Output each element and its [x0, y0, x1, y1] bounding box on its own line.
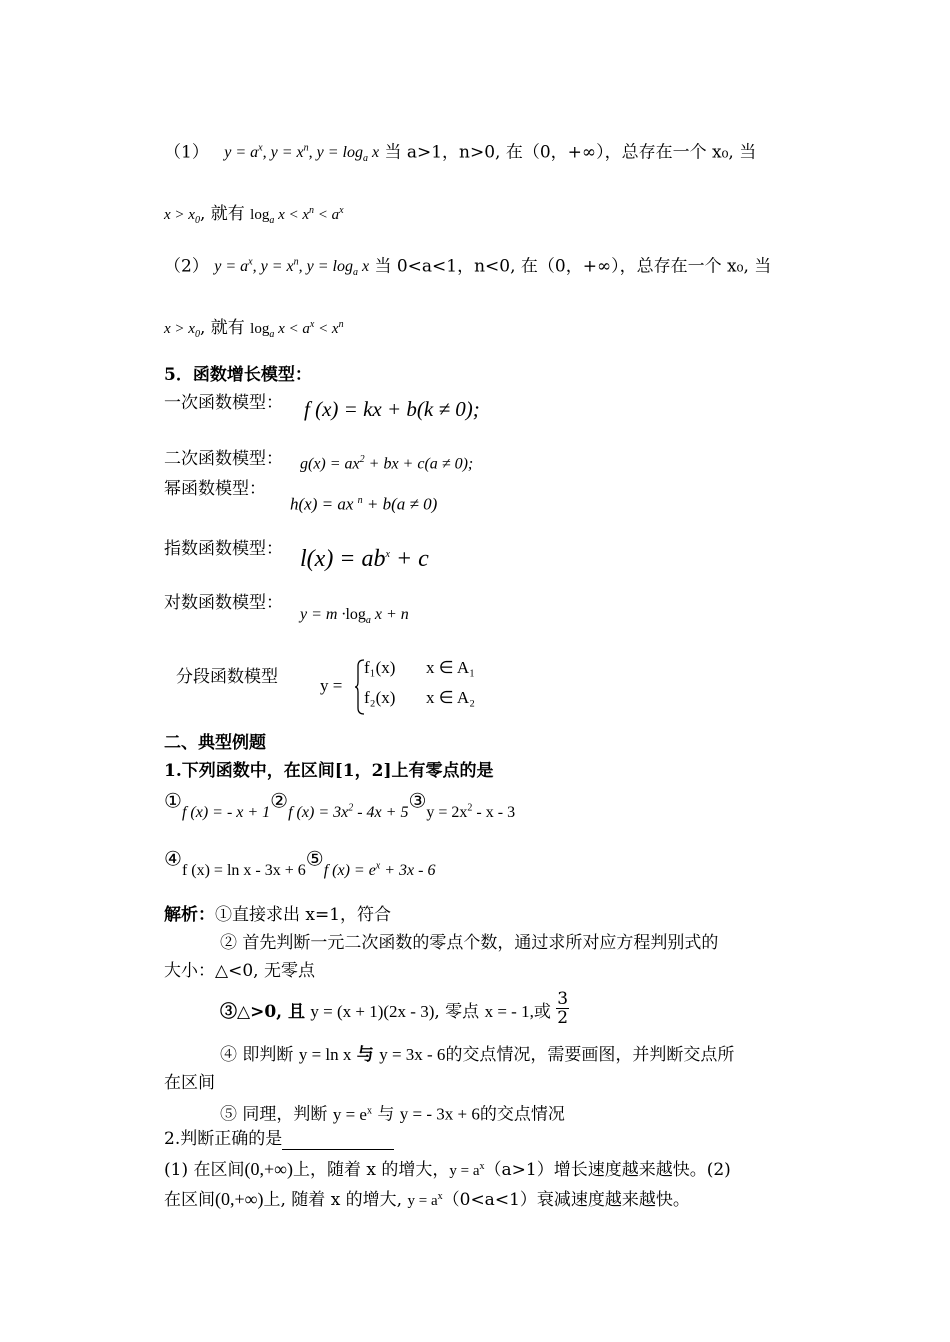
q2-interval-1: (0,+∞) — [244, 1159, 293, 1179]
fraction-numerator: 3 — [557, 989, 569, 1009]
property-2-cont-prefix: $x > x_0$ — [164, 321, 200, 340]
property-1-line — [164, 138, 756, 171]
model-piecewise — [176, 666, 278, 688]
piecewise-row2-cond: x ∈ A₂ — [426, 688, 476, 707]
analysis-step-4-prefix: ④ 即判断 — [220, 1045, 294, 1065]
analysis-step-5-and: 与 — [377, 1104, 395, 1125]
q1-option-4-mark: ④ — [164, 846, 182, 871]
piecewise-row2-func: f₂(x) — [364, 688, 396, 707]
property-1-formula: $y = a^x$, $y = x^n$, $y = \log_a x$ — [224, 143, 380, 165]
model-quadratic-formula: $g(x) = ax^2$ + bx + c(a ≠ 0); — [300, 454, 474, 473]
analysis-step-3-prefix: ③△>0, 且 — [220, 1002, 305, 1022]
model-piecewise-label: 分段函数模型 — [176, 667, 278, 687]
property-2-cont-formula: $\log_a x < a^x < x^n$ — [250, 319, 344, 340]
analysis-step-5-func-1: $y = e^x$ — [332, 1104, 372, 1124]
q1-option-4-formula: f (x) = ln x - 3x + 6 — [181, 862, 306, 880]
analysis-step-4-cont: 在区间 — [164, 1073, 215, 1093]
analysis-step-3-or: 或 — [533, 1002, 551, 1022]
q1-option-2-mark: ② — [270, 788, 289, 813]
piecewise-lhs: y = — [320, 676, 343, 695]
property-1-cont-prefix: $x > x_0$ — [164, 207, 200, 226]
q1-option-3-mark: ③ — [408, 788, 427, 813]
analysis-step-2b: 大小：△<0, 无零点 — [164, 961, 315, 981]
analysis-step-4-and: 与 — [356, 1045, 374, 1065]
q2-line-1-middle: 上，随着 x 的增大， — [292, 1160, 450, 1180]
analysis-step-4-func-2: y = 3x - 6 — [379, 1045, 446, 1064]
analysis-step-3-zeros-label: , 零点 — [434, 1002, 480, 1022]
model-quadratic-label: 二次函数模型： — [164, 449, 283, 469]
property-2-number: （2） — [164, 256, 209, 277]
model-quadratic — [164, 448, 474, 473]
q1-options-row-2 — [164, 846, 436, 880]
model-logarithmic — [164, 592, 409, 627]
analysis-step-3 — [220, 989, 569, 1038]
piecewise-row1-func: f₁(x) — [364, 658, 396, 677]
question-2-title — [164, 1128, 394, 1150]
q2-func-2: $y = a^x$ — [407, 1191, 443, 1209]
model-logarithmic-label: 对数函数模型： — [164, 593, 283, 613]
model-logarithmic-formula: $y = m \cdot\log_a$ x + n — [300, 606, 409, 627]
q2-func-1: $y = a^x$ — [449, 1161, 485, 1179]
analysis-step-3-zero-1: x = - 1, — [484, 1002, 534, 1021]
property-2-cont-text: , 就有 — [199, 318, 245, 338]
q2-line-1 — [164, 1156, 731, 1182]
analysis-step-4-suffix: 的交点情况，需要画图，并判断交点所 — [445, 1045, 735, 1065]
analysis-line-1 — [164, 904, 391, 926]
q1-option-1-formula: f (x) = - x + 1 — [181, 804, 271, 822]
property-2-formula: $y = a^x$, $y = x^n$, $y = \log_a x$ — [214, 257, 370, 279]
question-2-title-text: 2.判断正确的是 — [164, 1129, 283, 1149]
analysis-step-4-func-1: y = ln x — [298, 1045, 352, 1064]
property-1-cont-formula: $\log_a x < x^n < a^x$ — [250, 205, 344, 226]
q1-option-2-formula: f (x) = 3x2 - 4x + 5 — [288, 803, 409, 822]
q1-options-row-1 — [164, 788, 516, 822]
property-2-line — [164, 252, 771, 285]
q2-line-2-middle: 上, 随着 x 的增大, — [263, 1190, 403, 1210]
q1-option-3-formula: y = 2x2 - x - 3 — [426, 803, 516, 822]
property-1-cont-text: , 就有 — [199, 204, 245, 224]
analysis-step-5-func-2: y = - 3x + 6 — [399, 1104, 480, 1124]
section-5-title: 5．函数增长模型： — [164, 365, 312, 385]
q2-line-2 — [164, 1186, 690, 1212]
fraction-denominator: 2 — [557, 1008, 569, 1028]
analysis-step-5-suffix: 的交点情况 — [479, 1104, 565, 1125]
model-exponential — [164, 538, 429, 572]
q2-line-2-prefix: 在区间 — [164, 1190, 215, 1210]
analysis-label: 解析： — [164, 905, 215, 925]
property-1-cont — [164, 200, 344, 232]
q1-option-5-mark: ⑤ — [305, 846, 324, 871]
piecewise-row1-cond: x ∈ A₁ — [426, 658, 476, 677]
model-power-label: 幂函数模型： — [164, 479, 266, 499]
model-linear-formula: f (x) = kx + b(k ≠ 0); — [304, 397, 480, 421]
model-power-formula: h(x) = ax $^n$ + b(a ≠ 0) — [290, 494, 438, 514]
question-1-title: 1.下列函数中，在区间[1，2]上有零点的是 — [164, 761, 494, 781]
analysis-step-3-formula: y = (x + 1)(2x - 3) — [310, 1002, 435, 1021]
model-linear — [164, 392, 480, 421]
model-exponential-label: 指数函数模型： — [164, 539, 283, 559]
q2-interval-2: (0,+∞) — [215, 1189, 264, 1209]
answer-blank — [282, 1133, 394, 1150]
analysis-step-2a: ② 首先判断一元二次函数的零点个数，通过求所对应方程判别式的 — [220, 933, 719, 953]
analysis-step-4 — [220, 1044, 734, 1066]
q1-option-1-mark: ① — [164, 788, 182, 813]
property-2-condition: 当 0<a<1，n<0, 在（0，+∞），总存在一个 x₀, 当 — [374, 256, 772, 277]
property-2-cont — [164, 314, 344, 346]
model-exponential-formula: $l(x) = ab^x + c$ — [300, 546, 429, 572]
q2-line-1-suffix: （a>1）增长速度越来越快。(2) — [484, 1160, 731, 1180]
property-1-condition: 当 a>1，n>0, 在（0，+∞），总存在一个 x₀, 当 — [384, 142, 757, 163]
q1-option-5-formula: f (x) = ex + 3x - 6 — [323, 861, 436, 880]
section-2-title: 二、典型例题 — [164, 733, 266, 753]
property-1-number: （1） — [164, 142, 209, 163]
model-linear-label: 一次函数模型： — [164, 393, 283, 413]
analysis-step-5-prefix: ⑤ 同理，判断 — [220, 1104, 328, 1125]
analysis-step-5 — [220, 1100, 565, 1126]
model-power — [164, 478, 438, 514]
q2-line-2-suffix: （0<a<1）衰减速度越来越快。 — [442, 1190, 690, 1210]
q2-line-1-prefix: (1) 在区间 — [164, 1160, 245, 1180]
analysis-step-3-fraction — [556, 990, 569, 1027]
analysis-step-1: ①直接求出 x=1，符合 — [215, 905, 392, 925]
